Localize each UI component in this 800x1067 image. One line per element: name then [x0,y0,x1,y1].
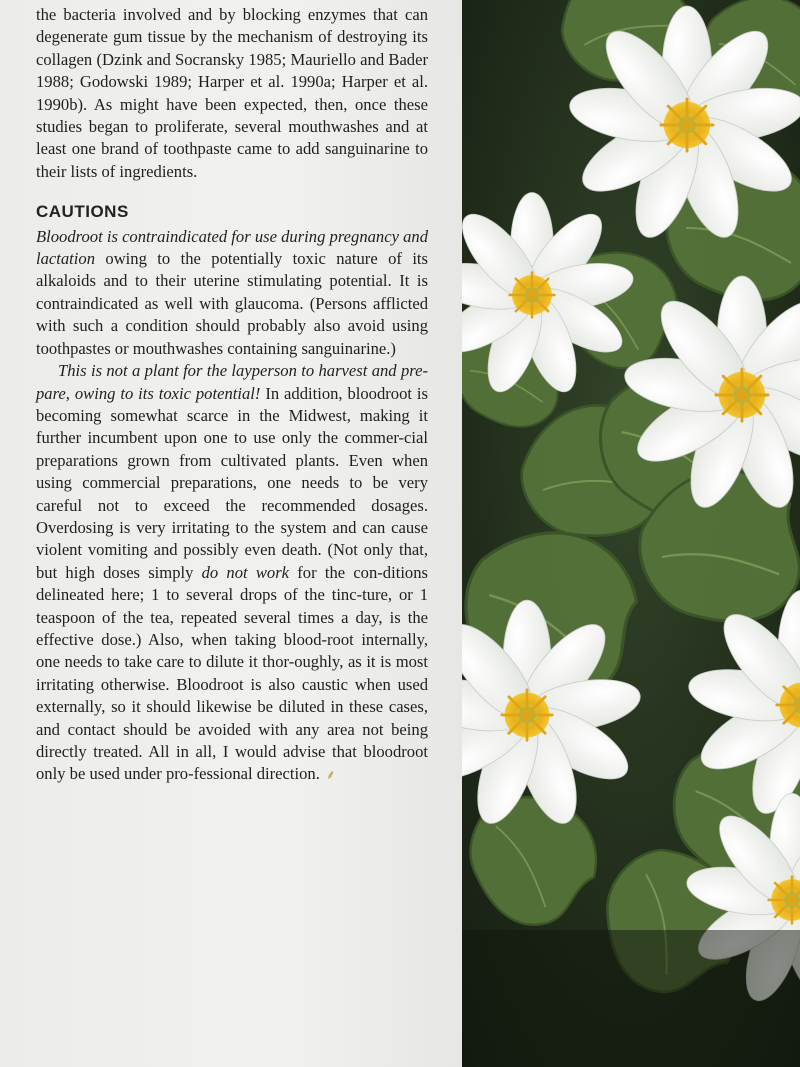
cautions-paragraph-1 [36,226,428,360]
scarcity-dosage-text: In addition, bloodroot is becoming somewhat scarce in the Midwest, making it further incumbent upon one to use only the commer-cial preparations grown from cultivated plants. Even when using commercial preparations, one needs to be very careful not to exceed the recommended dosages. Overdosing is very irritating to the system and can cause violent vomiting and possibly even death. (Not only that, but high doses simply [36,383,428,582]
bloodroot-photo [462,0,800,1067]
layperson-warning-italic: This is not a plant for the layperson to harvest and pre-pare, owing to its toxic potential! [36,361,428,403]
bloodroot-flowers-image [462,0,800,1067]
intro-paragraph: the bacteria involved and by blocking enzymes that can degenerate gum tissue by the mechanism of destroying its collagen (Dzink and Socransky 1985; Mauriello and Bader 1988; Godowski 1989; Harper et al. 1990a; Harper et al. 1990b). As might have been expected, then, once these studies began to proliferate, several mouthwashes and at least one brand of toothpaste came to add sanguinarine to their lists of ingredients. [36,5,428,181]
cautions-heading: CAUTIONS [36,202,129,222]
do-not-work-italic: do not work [201,562,290,582]
leaf-ornament-icon: ⸙ [325,767,334,783]
dosage-dilution-text: for the con-ditions delineated here; 1 to several drops of the tinc-ture, or 1 teaspoon of the tea, repeated several times a day, is the effective dose.) Also, when taking blood-root internally, one needs to take care to dilute it thor-oughly, as it is most irritating otherwise. Bloodroot is also caustic when used externally, so it should likewise be diluted in these cases, and contact should be avoided with any area not being directly treated. All in all, I would advise that bloodroot only be used under pro-fessional direction. [36,562,428,784]
cautions-paragraph-2 [36,360,428,787]
contraindication-italic: Bloodroot is contraindicated for use during pregnancy and lactation [36,226,428,269]
contraindication-text: owing to the potentially toxic nature of its alkaloids and to their uterine stimulating potential. It is contraindicated as well with glaucoma. (Persons afflicted with such a condition should probably also avoid using toothpastes or mouthwashes containing sanguinarine.) [36,249,428,358]
text-column [36,4,428,787]
